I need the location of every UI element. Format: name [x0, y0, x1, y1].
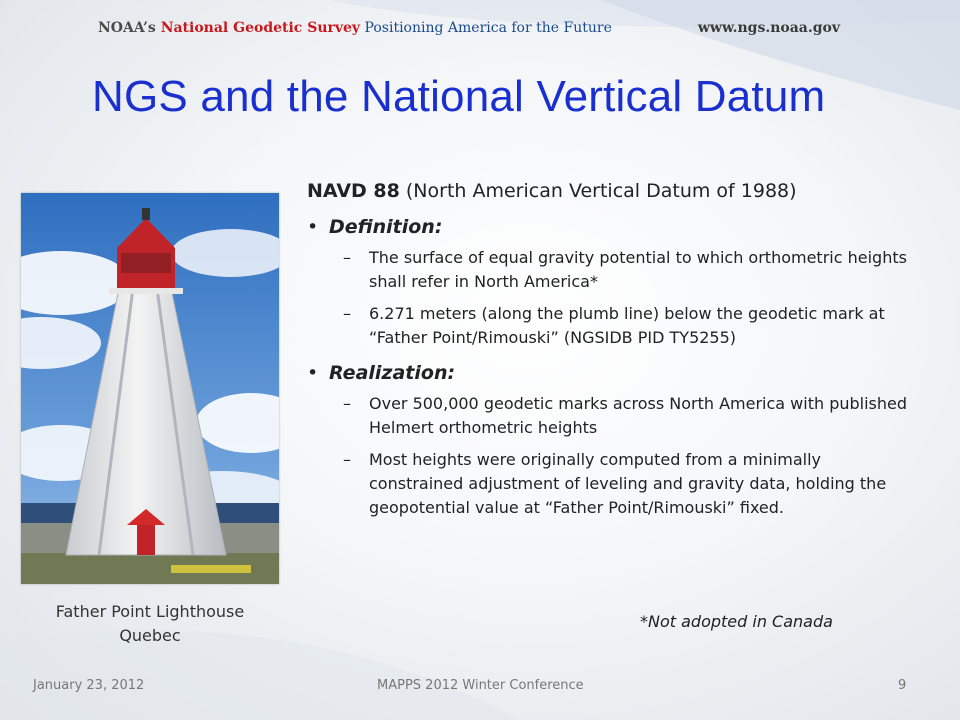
lead-rest: (North American Vertical Datum of 1988) — [399, 180, 797, 202]
sub-item-text: 6.271 meters (along the plumb line) below the geodetic mark at “Father Point/Rimouski” (NGSIDB PID TY5255) — [369, 304, 885, 347]
header-tagline: Positioning America for the Future — [360, 20, 612, 36]
dash-icon: – — [343, 248, 351, 267]
header-url: www.ngs.noaa.gov — [697, 20, 840, 36]
sub-item — [307, 448, 907, 520]
dash-icon: – — [343, 304, 351, 323]
footnote: *Not adopted in Canada — [640, 612, 833, 631]
dash-icon: – — [343, 450, 351, 469]
dash-icon: – — [343, 394, 351, 413]
photo-caption — [21, 600, 279, 648]
footer-conference: MAPPS 2012 Winter Conference — [377, 678, 584, 693]
lead-bold: NAVD 88 — [307, 180, 400, 202]
bullet-label: Definition: — [329, 216, 443, 238]
header-agency: National Geodetic Survey — [160, 20, 361, 36]
sub-item — [307, 246, 907, 294]
sub-item-text: Over 500,000 geodetic marks across North America with published Helmert orthometric heights — [369, 394, 908, 437]
photo-caption-line2: Quebec — [119, 626, 181, 645]
slide-header — [98, 20, 858, 40]
slide-title: NGS and the National Vertical Datum — [92, 72, 826, 121]
sub-item-text: The surface of equal gravity potential to which orthometric heights shall refer in North America* — [369, 248, 907, 291]
bullet-icon: • — [307, 216, 319, 238]
bullet-realization — [307, 362, 907, 384]
footer-date: January 23, 2012 — [33, 678, 145, 693]
header-org: NOAA’s — [98, 20, 161, 36]
slide-body — [307, 178, 907, 520]
sub-item — [307, 392, 907, 440]
sub-item-text: Most heights were originally computed from a minimally constrained adjustment of leveling and gravity data, holding the geopotential value at “Father Point/Rimouski” fixed. — [369, 450, 887, 517]
lead-line — [307, 178, 907, 204]
bullet-definition — [307, 216, 907, 238]
bullet-label: Realization: — [329, 362, 456, 384]
page-number: 9 — [898, 678, 907, 693]
lighthouse-photo — [21, 193, 279, 584]
sub-item — [307, 302, 907, 350]
bullet-icon: • — [307, 362, 319, 384]
photo-caption-line1: Father Point Lighthouse — [55, 602, 245, 621]
